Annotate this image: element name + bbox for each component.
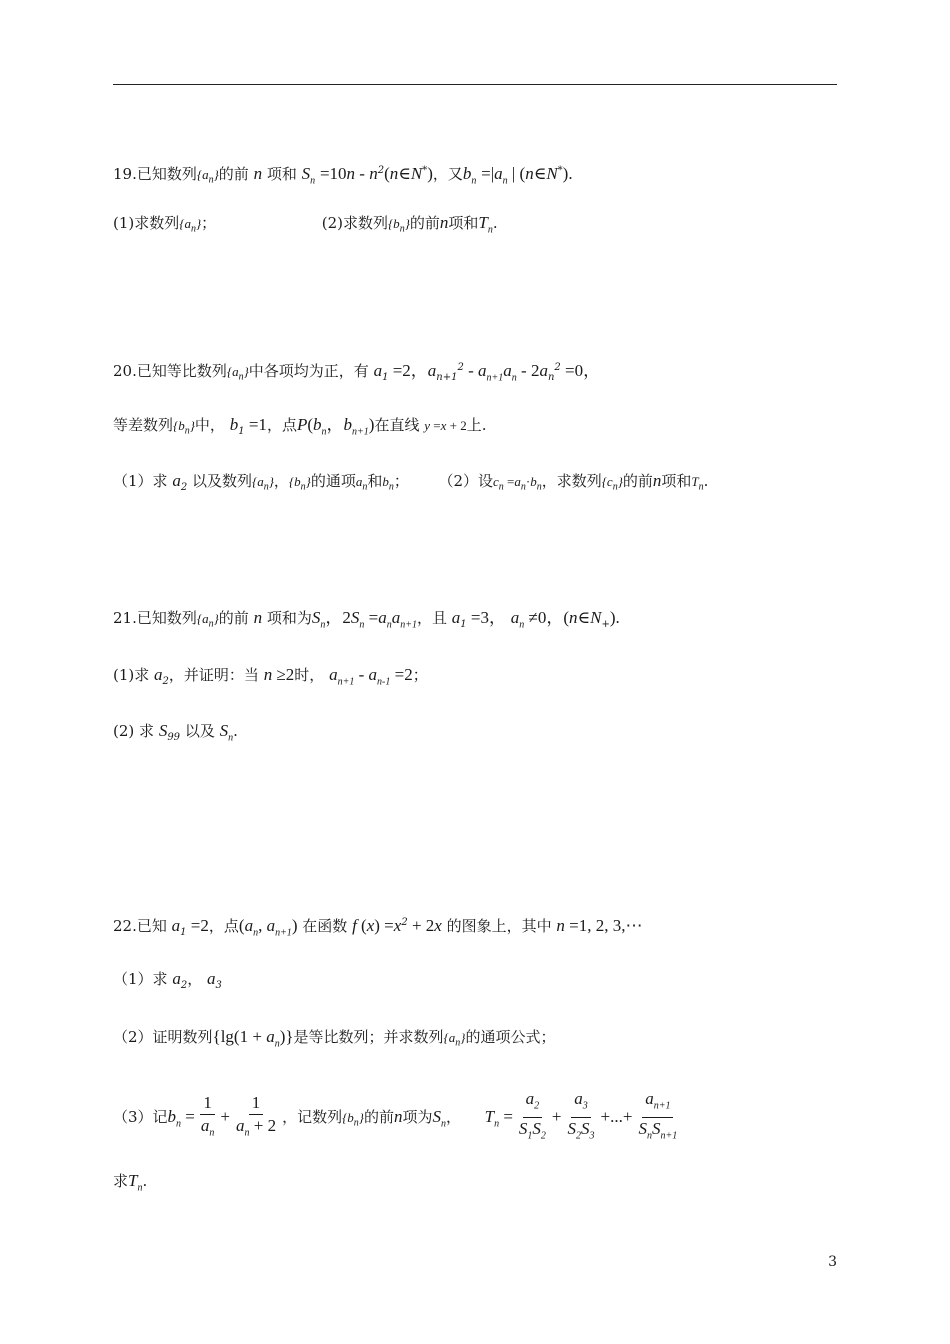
- q22-line5: 求$T_n$.: [113, 1171, 148, 1194]
- q20-line2: 等差数列$\{b_n\}$中， $b_1 =1$，点$P(b_n$，$b_{n+1}$)在直线 y =x + 2上.: [113, 415, 487, 438]
- q22-line1: 22.已知 $a_1 =2$，点($a_n$, $a_{n+1}$) 在函数 f $(x) =x^2 + 2x$ 的图象上，其中 n =1, 2, 3,⋯: [113, 916, 643, 939]
- q20-line3: （1）求 $a_2$ 以及数列$\{a_n\}$，$\{b_n\}$的通项$a_n$和$b_n$； （2）设$c_n =a_n\cdot b_n$，求数列$\{c_n\}$的前n项和$T_n$.: [113, 471, 709, 493]
- q22-line4: （3）记$b_n$ = $\frac{1}{a_n}$ + $\frac{1}{a_n + 2}$ ，记数列$\{b_n\}$的前n项为$S_n$， $T_n$ = $\frac{a_2}{S_1S_2}$ + $\frac{a_3}{S_2S_3}$ +...+ $\frac{a_{n+1}}{S_nS_{n+1}}$: [113, 1089, 678, 1142]
- q19-line2: (1)求数列$\{a_n\}$； (2)求数列$\{b_n\}$的前n项和$T_n$.: [113, 213, 498, 236]
- q21-line2: (1)求 $a_2$，并证明：当 n ≥2时， $a_{n+1} - a_{n-1} =2$；: [113, 665, 428, 688]
- header-rule: [113, 84, 837, 85]
- page-number: 3: [828, 1254, 837, 1270]
- q22-line2: （1）求 $a_2$， $a_3$: [113, 969, 222, 991]
- q19-line1: 19.已知数列$\{a_n\}$的前 n 项和 $S_n =10n$ - $n^2(n\in N^*)$，又$b_n =|a_n$ | (n∈N*).: [113, 164, 573, 187]
- q21-line1: 21.已知数列$\{a_n\}$的前 n 项和为$S_n$，$2S_n =a_na_{n+1}$，且 $a_1 =3$， $a_n \ne 0$，$(n\in N_+)$.: [113, 608, 620, 631]
- q20-line1: 20.已知等比数列$\{a_n\}$中各项均为正，有 $a_1 =2$，$a_{n+1}^2 - a_{n+1}a_n - 2a_n^2 =0$，: [113, 361, 601, 384]
- q21-line3: (2) 求 $S_{99}$ 以及 $S_n$.: [113, 721, 238, 744]
- q22-line3: （2）证明数列$\{\lg(1 + a_n)\}$是等比数列；并求数列$\{a_n\}$的通项公式；: [113, 1027, 556, 1050]
